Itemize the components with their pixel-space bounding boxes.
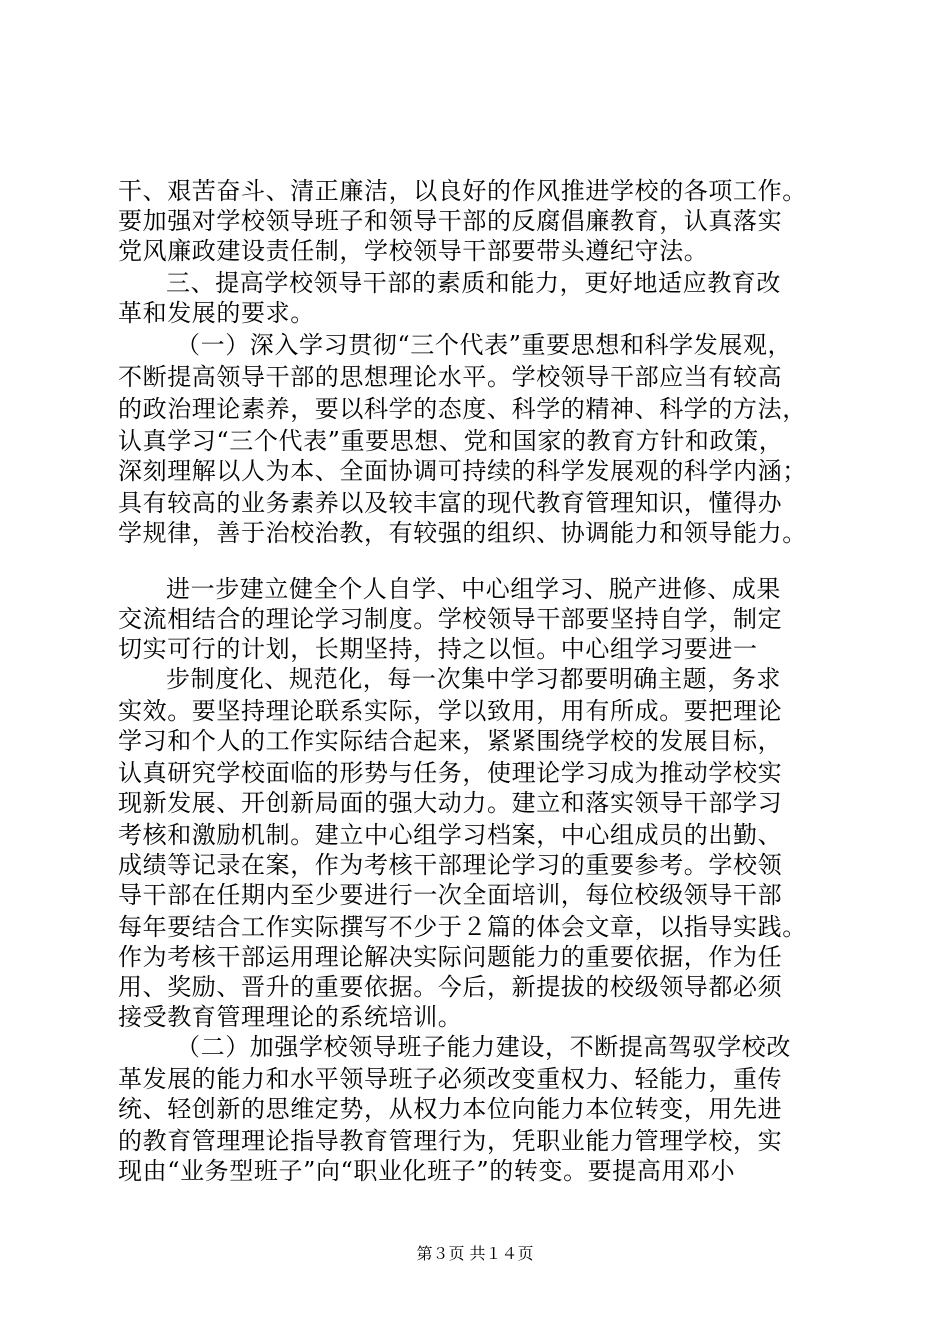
text-line: 交流相结合的理论学习制度。学校领导干部要坚持自学，制定	[118, 605, 783, 633]
text-line: 的政治理论素养，要以科学的态度、科学的精神、科学的方法，	[118, 395, 807, 423]
text-line: 作为考核干部运用理论解决实际问题能力的重要依据，作为任	[118, 943, 783, 971]
text-line: 三、提高学校领导干部的素质和能力，更好地适应教育改	[166, 269, 781, 297]
text-line: 深刻理解以人为本、全面协调可持续的科学发展观的科学内涵；	[118, 457, 807, 485]
text-line: 认真学习“三个代表”重要思想、党和国家的教育方针和政策，	[118, 427, 784, 455]
text-line: 革发展的能力和水平领导班子必须改变重权力、轻能力，重传	[118, 1065, 783, 1093]
text-line: 学规律，善于治校治教，有较强的组织、协调能力和领导能力。	[118, 519, 807, 547]
text-line: 进一步建立健全个人自学、中心组学习、脱产进修、成果	[166, 575, 781, 603]
text-line: 用、奖励、晋升的重要依据。今后，新提拔的校级领导都必须	[118, 973, 783, 1001]
text-line: （二）加强学校领导班子能力建设，不断提高驾驭学校改	[176, 1033, 791, 1061]
text-line: 实效。要坚持理论联系实际，学以致用，用有所成。要把理论	[118, 697, 783, 725]
text-line: 不断提高领导干部的思想理论水平。学校领导干部应当有较高	[118, 363, 783, 391]
text-line: 成绩等记录在案，作为考核干部理论学习的重要参考。学校领	[118, 851, 783, 879]
text-line: 要加强对学校领导班子和领导干部的反腐倡廉教育，认真落实	[118, 207, 783, 235]
text-line: 认真研究学校面临的形势与任务，使理论学习成为推动学校实	[118, 759, 783, 787]
page-number: 第３页 共１４页	[416, 1244, 534, 1263]
text-line: 每年要结合工作实际撰写不少于２篇的体会文章，以指导实践。	[118, 913, 807, 941]
text-line: 步制度化、规范化，每一次集中学习都要明确主题，务求	[166, 665, 781, 693]
text-line: 切实可行的计划，长期坚持，持之以恒。中心组学习要进一	[118, 635, 758, 663]
text-line: 现新发展、开创新局面的强大动力。建立和落实领导干部学习	[118, 789, 783, 817]
text-line: 接受教育管理理论的系统培训。	[118, 1003, 463, 1031]
text-line: 学习和个人的工作实际结合起来，紧紧围绕学校的发展目标，	[118, 727, 783, 755]
text-line: 考核和激励机制。建立中心组学习档案，中心组成员的出勤、	[118, 821, 783, 849]
text-line: （一）深入学习贯彻“三个代表”重要思想和科学发展观，	[176, 331, 793, 359]
text-line: 革和发展的要求。	[118, 299, 315, 327]
text-line: 的教育管理理论指导教育管理行为，凭职业能力管理学校，实	[118, 1127, 783, 1155]
text-line: 统、轻创新的思维定势，从权力本位向能力本位转变，用先进	[118, 1095, 783, 1123]
text-line: 现由“业务型班子”向“职业化班子”的转变。要提高用邓小	[118, 1157, 736, 1185]
text-line: 党风廉政建设责任制，学校领导干部要带头遵纪守法。	[118, 237, 709, 265]
text-line: 具有较高的业务素养以及较丰富的现代教育管理知识，懂得办	[118, 489, 783, 517]
text-line: 干、艰苦奋斗、清正廉洁，以良好的作风推进学校的各项工作。	[118, 177, 807, 205]
text-line: 导干部在任期内至少要进行一次全面培训，每位校级领导干部	[118, 881, 783, 909]
